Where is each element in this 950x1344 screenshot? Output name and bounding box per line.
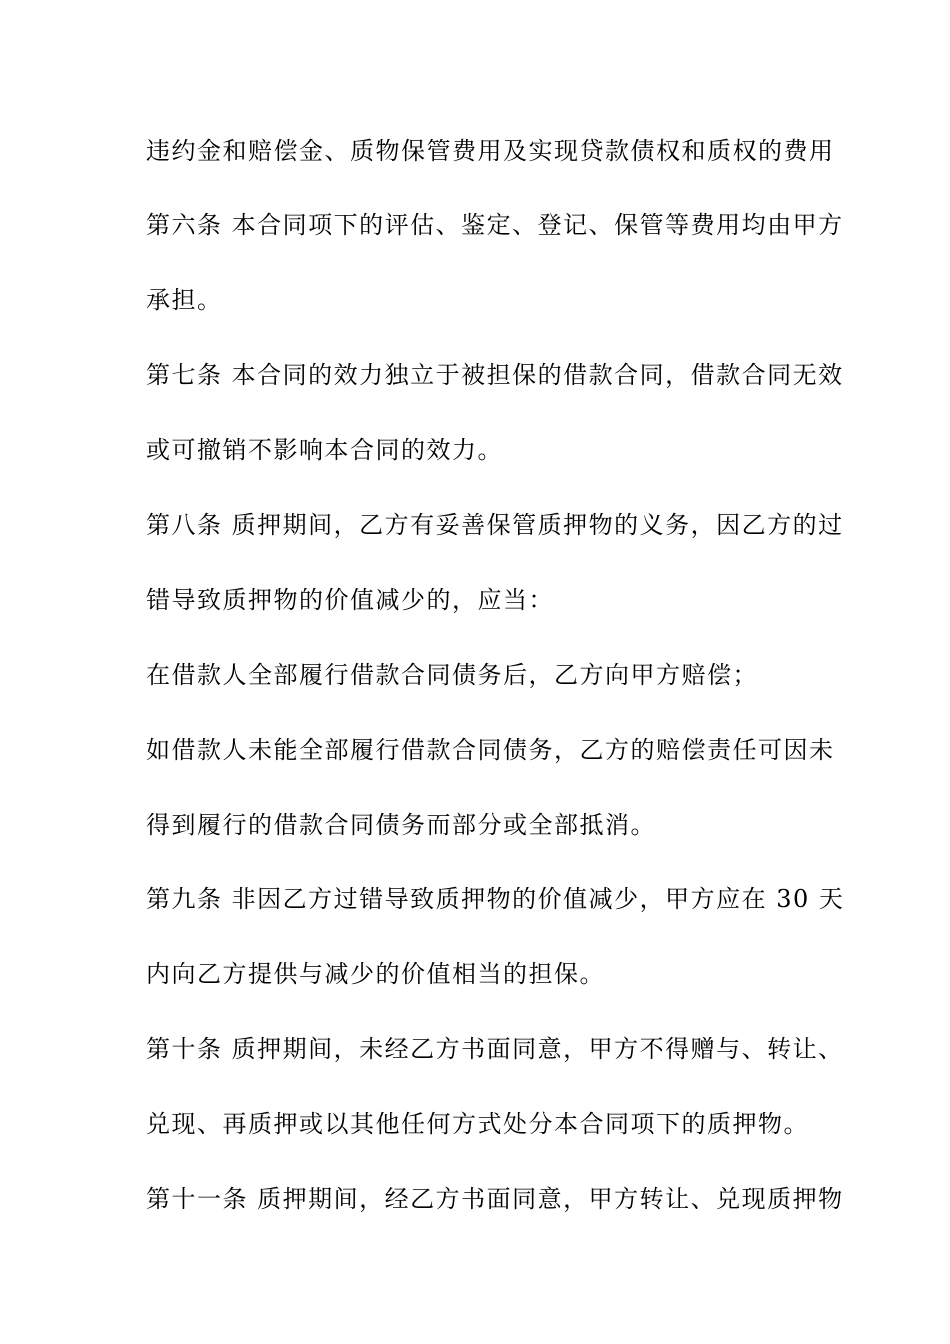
- text-line: 第九条 非因乙方过错导致质押物的价值减少，甲方应在 30 天: [146, 885, 845, 913]
- text-line: 得到履行的借款合同债务而部分或全部抵消。: [146, 811, 656, 839]
- text-line: 或可撤销不影响本合同的效力。: [146, 436, 503, 464]
- text-line: 第七条 本合同的效力独立于被担保的借款合同，借款合同无效: [146, 361, 844, 389]
- text-line: 在借款人全部履行借款合同债务后，乙方向甲方赔偿；: [146, 661, 758, 689]
- text-line: 内向乙方提供与减少的价值相当的担保。: [146, 960, 605, 988]
- text-line: 兑现、再质押或以其他任何方式处分本合同项下的质押物。: [146, 1110, 809, 1138]
- text-line: 违约金和赔偿金、质物保管费用及实现贷款债权和质权的费用: [146, 137, 835, 165]
- text-line: 第十条 质押期间，未经乙方书面同意，甲方不得赠与、转让、: [146, 1035, 844, 1063]
- text-line: 错导致质押物的价值减少的，应当：: [146, 586, 554, 614]
- text-line: 承担。: [146, 286, 223, 314]
- text-line: 第六条 本合同项下的评估、鉴定、登记、保管等费用均由甲方: [146, 211, 844, 239]
- text-line: 第十一条 质押期间，经乙方书面同意，甲方转让、兑现质押物: [146, 1185, 844, 1213]
- text-line: 如借款人未能全部履行借款合同债务，乙方的赔偿责任可因未: [146, 736, 835, 764]
- text-line: 第八条 质押期间，乙方有妥善保管质押物的义务，因乙方的过: [146, 511, 844, 539]
